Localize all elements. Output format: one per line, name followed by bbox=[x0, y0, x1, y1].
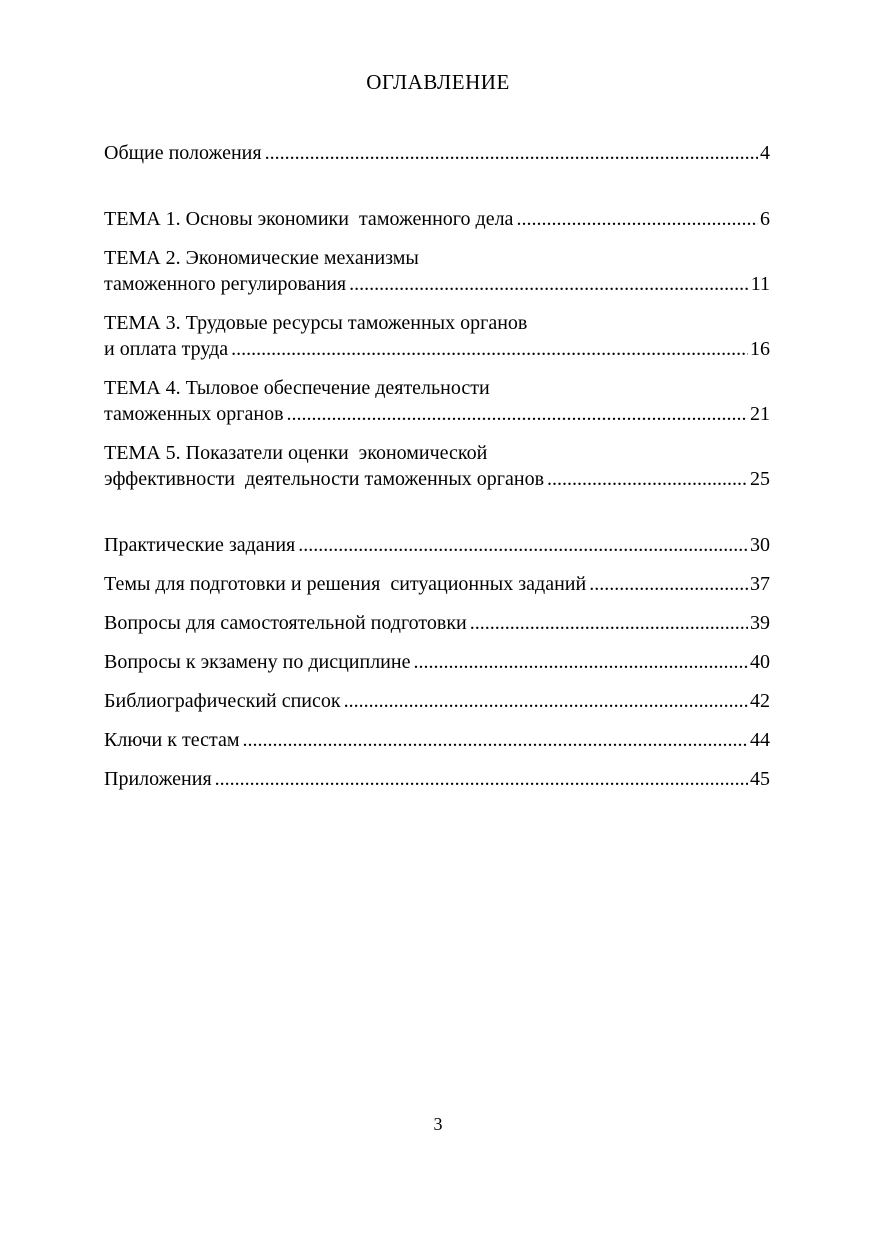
toc-page-number: 40 bbox=[750, 651, 770, 673]
toc-entry-themes[interactable] bbox=[104, 571, 770, 597]
toc-page-number: 45 bbox=[750, 768, 770, 790]
toc-entry-title: Практические задания bbox=[104, 534, 296, 556]
toc-entry-self-study[interactable] bbox=[104, 610, 770, 636]
page-number: 3 bbox=[433, 1114, 443, 1134]
toc-entry-topic-3[interactable] bbox=[104, 310, 770, 362]
toc-entry-title-line-2: таможенных органов bbox=[104, 403, 284, 425]
toc-entry-title: ТЕМА 1. Основы экономики таможенного дела bbox=[104, 208, 514, 230]
toc-entry-title-line-1: ТЕМА 4. Тыловое обеспечение деятельности bbox=[104, 377, 490, 399]
toc-entry-topic-4[interactable] bbox=[104, 375, 770, 427]
toc-page-number: 21 bbox=[750, 403, 770, 425]
dot-leader bbox=[298, 532, 748, 558]
toc-page-number: 37 bbox=[750, 573, 770, 595]
page-title: ОГЛАВЛЕНИЕ bbox=[366, 70, 510, 94]
dot-leader bbox=[470, 610, 748, 636]
dot-leader bbox=[589, 571, 748, 597]
toc-page-number: 42 bbox=[750, 690, 770, 712]
dot-leader bbox=[265, 140, 758, 166]
toc-entry-topic-5[interactable] bbox=[104, 440, 770, 492]
toc-page-number: 4 bbox=[760, 142, 770, 164]
toc-entry-keys[interactable] bbox=[104, 727, 770, 753]
toc-entry-title: Вопросы к экзамену по дисциплине bbox=[104, 651, 411, 673]
toc-entry-topic-2[interactable] bbox=[104, 245, 770, 297]
dot-leader bbox=[243, 727, 749, 753]
toc-entry-title-line-2: и оплата труда bbox=[104, 338, 229, 360]
toc-entry-practical[interactable] bbox=[104, 532, 770, 558]
toc-page-number: 11 bbox=[750, 273, 770, 295]
dot-leader bbox=[516, 206, 758, 232]
toc-entry-general[interactable] bbox=[104, 140, 770, 166]
toc-entry-title: Темы для подготовки и решения ситуационных заданий bbox=[104, 573, 587, 595]
toc-entry-title: Библиографический список bbox=[104, 690, 341, 712]
toc-entry-title: Ключи к тестам bbox=[104, 729, 240, 751]
dot-leader bbox=[349, 271, 749, 297]
toc-page-number: 44 bbox=[750, 729, 770, 751]
dot-leader bbox=[413, 649, 748, 675]
toc-entry-title-line-2: таможенного регулирования bbox=[104, 273, 347, 295]
dot-leader bbox=[344, 688, 748, 714]
toc-entry-title-line-1: ТЕМА 2. Экономические механизмы bbox=[104, 247, 419, 269]
toc-page-number: 6 bbox=[760, 208, 770, 230]
toc-entry-bibliography[interactable] bbox=[104, 688, 770, 714]
toc-page-number: 39 bbox=[750, 612, 770, 634]
dot-leader bbox=[287, 401, 748, 427]
toc-entry-topic-1[interactable] bbox=[104, 206, 770, 232]
toc-entry-title: Приложения bbox=[104, 768, 212, 790]
toc-page-number: 25 bbox=[750, 468, 770, 490]
dot-leader bbox=[231, 336, 748, 362]
toc-entry-exam[interactable] bbox=[104, 649, 770, 675]
toc-entry-title: Общие положения bbox=[104, 142, 262, 164]
toc-entry-title: Вопросы для самостоятельной подготовки bbox=[104, 612, 467, 634]
toc-entry-appendices[interactable] bbox=[104, 766, 770, 792]
toc-page-number: 30 bbox=[750, 534, 770, 556]
toc-entry-title-line-2: эффективности деятельности таможенных органов bbox=[104, 468, 545, 490]
toc-entry-title-line-1: ТЕМА 5. Показатели оценки экономической bbox=[104, 442, 488, 464]
toc-entry-title-line-1: ТЕМА 3. Трудовые ресурсы таможенных органов bbox=[104, 312, 528, 334]
dot-leader bbox=[547, 466, 748, 492]
table-of-contents bbox=[104, 140, 770, 805]
dot-leader bbox=[215, 766, 748, 792]
toc-page-number: 16 bbox=[750, 338, 770, 360]
